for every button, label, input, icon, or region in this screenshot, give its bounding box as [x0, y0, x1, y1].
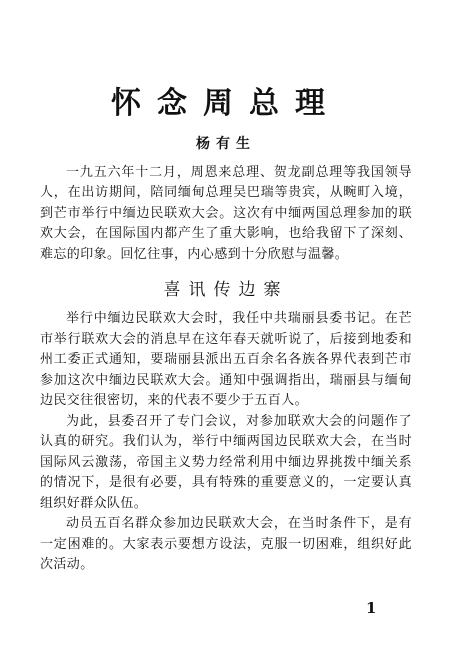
- section-heading: 喜讯传边寨: [163, 280, 289, 301]
- body-paragraph-2: 为此，县委召开了专门会议，对参加联欢大会的问题作了认真的研究。我们认为，举行中缅两国边民联欢大会，在当时国际风云激荡，帝国主义势力经常利用中缅边界挑拨中缅关系的情况下，是很有必要，具有特殊的重要意义的，一定要认真组织好群众队伍。: [40, 413, 412, 511]
- intro-paragraph: 一九五六年十二月，周恩来总理、贺龙副总理等我国领导人，在出访期间，陪同缅甸总理吴巴瑞等贵宾，从畹町入境，到芒市举行中缅边民联欢大会。这次有中缅两国总理参加的联欢大会，在国际国内都产生了重大影响，也给我留下了深刻、难忘的印象。回忆往事，内心感到十分欣慰与温馨。: [40, 164, 412, 262]
- body-paragraph-3: 动员五百名群众参加边民联欢大会，在当时条件下，是有一定困难的。大家表示要想方设法，克服一切困难，组织好此次活动。: [40, 516, 412, 573]
- body-paragraph-1: 举行中缅边民联欢大会时，我任中共瑞丽县委书记。在芒市举行联欢大会的消息早在这年春天就听说了，后接到地委和州工委正式通知，要瑞丽县派出五百余名各族各界代表到芒市参加这次中缅边民联欢大会。通知中强调指出，瑞丽县与缅甸边民交往很密切，来的代表不要少于五百人。: [40, 311, 412, 409]
- article-author: 杨有生: [196, 136, 256, 152]
- article-title: 怀念周总理: [111, 86, 341, 121]
- page-number: 1: [366, 599, 377, 617]
